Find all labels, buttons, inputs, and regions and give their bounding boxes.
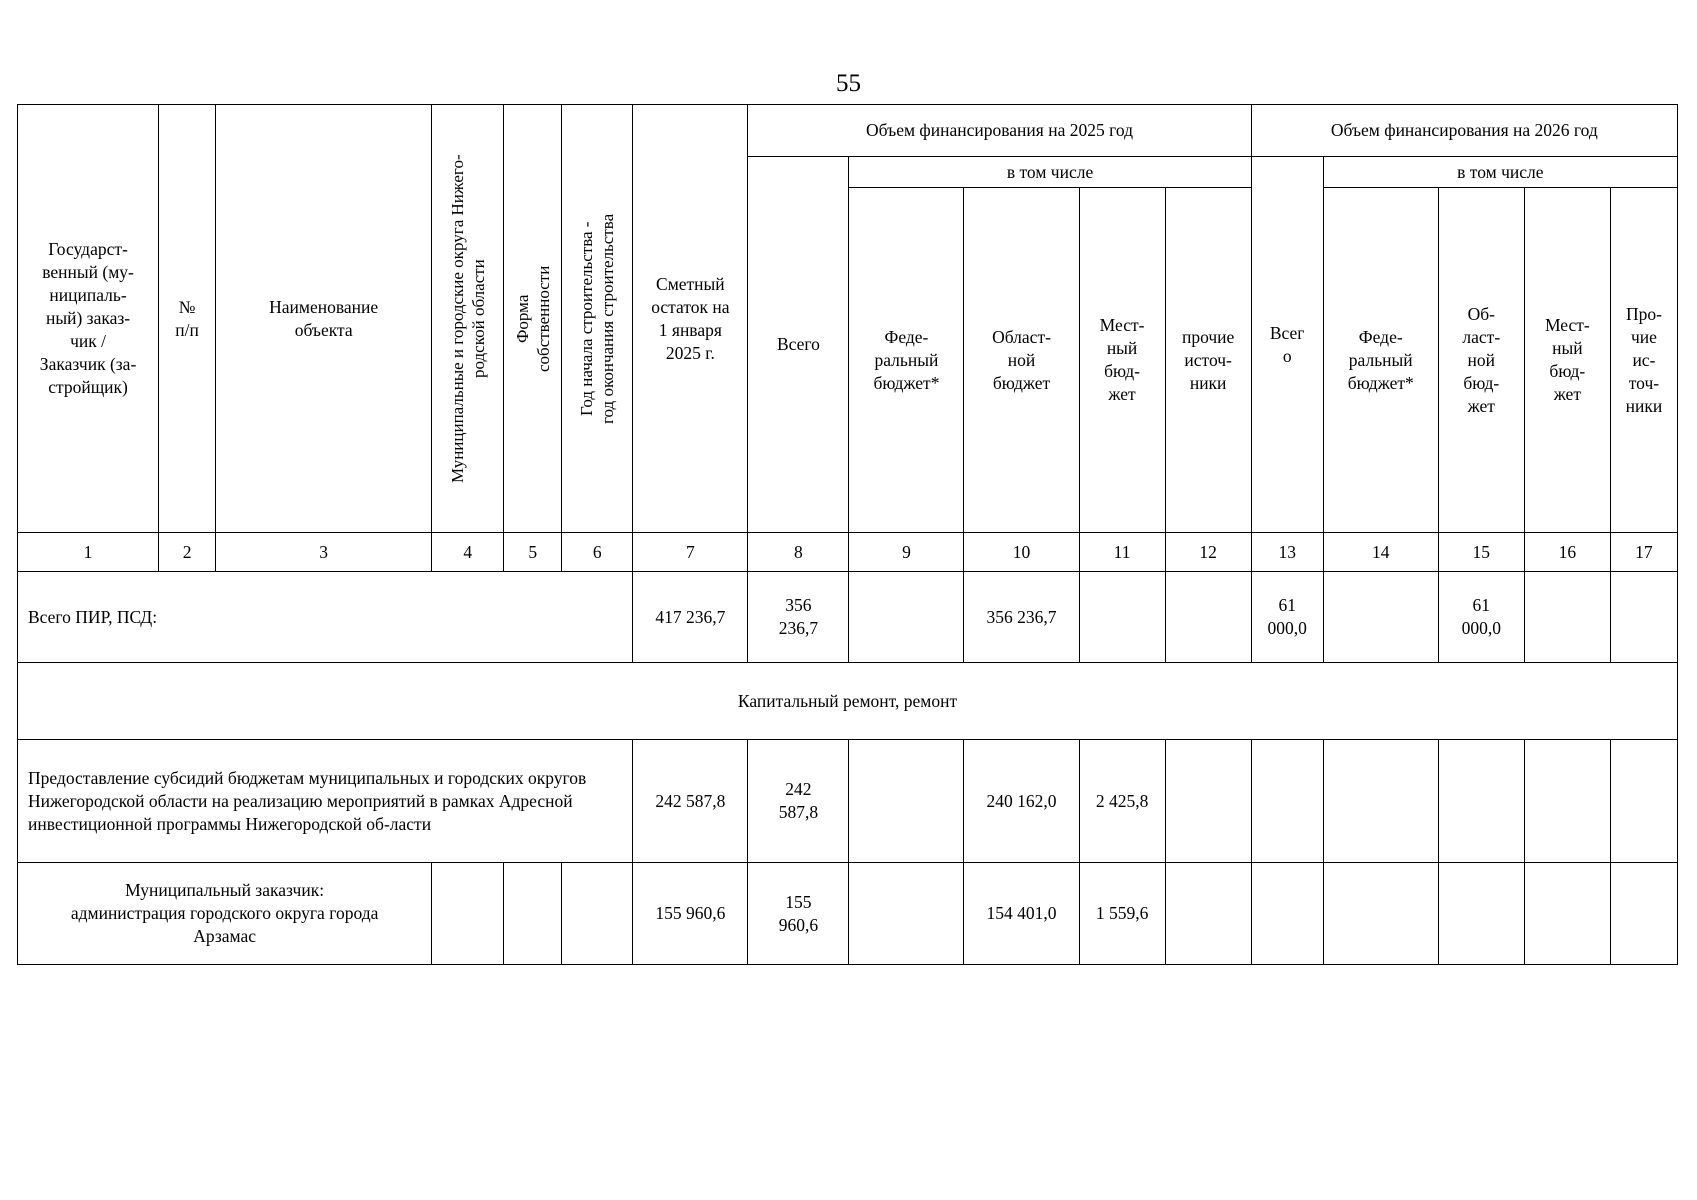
column-number: 5 xyxy=(504,533,562,572)
cell-total-2026 xyxy=(1251,740,1323,863)
cell-local-2026 xyxy=(1524,863,1610,965)
cell-regional-2026: 61 000,0 xyxy=(1438,572,1524,663)
cell-total-2025: 155 960,6 xyxy=(748,863,849,965)
header-number: № п/п xyxy=(159,105,216,533)
header-funding-2026: Объем финансирования на 2026 год xyxy=(1251,105,1677,157)
cell-construction-years xyxy=(562,863,633,965)
header-municipal-districts-text: Муниципальные и городские округа Нижего- родской области xyxy=(447,154,488,483)
header-row-1 xyxy=(18,105,1678,157)
column-number: 2 xyxy=(159,533,216,572)
cell-regional-2025: 356 236,7 xyxy=(964,572,1079,663)
table-row-arzamas xyxy=(18,863,1678,965)
header-local-2026: Мест- ный бюд- жет xyxy=(1524,188,1610,533)
column-number: 16 xyxy=(1524,533,1610,572)
table-row-subsidies xyxy=(18,740,1678,863)
column-number: 8 xyxy=(748,533,849,572)
header-federal-2025: Феде- ральный бюджет* xyxy=(849,188,964,533)
cell-federal-2025 xyxy=(849,572,964,663)
header-regional-2025: Област- ной бюджет xyxy=(964,188,1079,533)
header-total-2026: Всег о xyxy=(1251,157,1323,533)
header-including-2026: в том числе xyxy=(1323,157,1677,188)
cell-local-2025: 1 559,6 xyxy=(1079,863,1165,965)
header-local-2025: Мест- ный бюд- жет xyxy=(1079,188,1165,533)
table-row-total-pir xyxy=(18,572,1678,663)
cell-estimated-balance: 417 236,7 xyxy=(633,572,748,663)
header-object-name: Наименование объекта xyxy=(216,105,432,533)
column-number: 14 xyxy=(1323,533,1438,572)
column-number: 17 xyxy=(1610,533,1677,572)
header-regional-2026: Об- ласт- ной бюд- жет xyxy=(1438,188,1524,533)
row-label: Муниципальный заказчик: администрация городского округа города Арзамас xyxy=(18,863,432,965)
header-total-2025: Всего xyxy=(748,157,849,533)
cell-municipal-district xyxy=(432,863,504,965)
header-construction-years-text: Год начала строительства - год окончания строительства xyxy=(577,213,618,424)
column-number: 10 xyxy=(964,533,1079,572)
cell-total-2025: 242 587,8 xyxy=(748,740,849,863)
column-number: 7 xyxy=(633,533,748,572)
header-customer: Государст- венный (му- ниципаль- ный) заказ- чик / Заказчик (за- стройщик) xyxy=(18,105,159,533)
header-federal-2026: Феде- ральный бюджет* xyxy=(1323,188,1438,533)
cell-federal-2025 xyxy=(849,740,964,863)
header-funding-2025: Объем финансирования на 2025 год xyxy=(748,105,1251,157)
cell-local-2025 xyxy=(1079,572,1165,663)
column-number: 12 xyxy=(1165,533,1251,572)
column-number: 9 xyxy=(849,533,964,572)
cell-regional-2025: 240 162,0 xyxy=(964,740,1079,863)
cell-other-2025 xyxy=(1165,740,1251,863)
financing-table xyxy=(17,104,1678,965)
cell-other-2025 xyxy=(1165,863,1251,965)
cell-regional-2026 xyxy=(1438,740,1524,863)
cell-other-2026 xyxy=(1610,740,1677,863)
column-number: 6 xyxy=(562,533,633,572)
column-number: 15 xyxy=(1438,533,1524,572)
column-numbers-row xyxy=(18,533,1678,572)
row-label: Всего ПИР, ПСД: xyxy=(18,572,633,663)
cell-regional-2026 xyxy=(1438,863,1524,965)
cell-estimated-balance: 242 587,8 xyxy=(633,740,748,863)
column-number: 13 xyxy=(1251,533,1323,572)
column-number: 4 xyxy=(432,533,504,572)
cell-total-2026 xyxy=(1251,863,1323,965)
header-other-2026: Про- чие ис- точ- ники xyxy=(1610,188,1677,533)
header-construction-years xyxy=(562,105,633,533)
cell-total-2026: 61 000,0 xyxy=(1251,572,1323,663)
column-number: 1 xyxy=(18,533,159,572)
cell-federal-2025 xyxy=(849,863,964,965)
cell-total-2025: 356 236,7 xyxy=(748,572,849,663)
column-number: 3 xyxy=(216,533,432,572)
cell-other-2026 xyxy=(1610,572,1677,663)
header-municipal-districts xyxy=(432,105,504,533)
cell-local-2025: 2 425,8 xyxy=(1079,740,1165,863)
cell-local-2026 xyxy=(1524,740,1610,863)
cell-estimated-balance: 155 960,6 xyxy=(633,863,748,965)
header-ownership-form-text: Форма собственности xyxy=(512,265,553,372)
cell-other-2025 xyxy=(1165,572,1251,663)
section-row xyxy=(18,663,1678,740)
cell-regional-2025: 154 401,0 xyxy=(964,863,1079,965)
row-label: Предоставление субсидий бюджетам муниципальных и городских округов Нижегородской области на реализацию мероприятий в рамках Адресной инвестиционной программы Нижегородской об-ласти xyxy=(18,740,633,863)
header-estimated-balance: Сметный остаток на 1 января 2025 г. xyxy=(633,105,748,533)
cell-ownership-form xyxy=(504,863,562,965)
header-other-2025: прочие источ- ники xyxy=(1165,188,1251,533)
cell-federal-2026 xyxy=(1323,740,1438,863)
column-number: 11 xyxy=(1079,533,1165,572)
header-including-2025: в том числе xyxy=(849,157,1251,188)
page-number: 55 xyxy=(836,70,861,97)
cell-federal-2026 xyxy=(1323,572,1438,663)
header-ownership-form xyxy=(504,105,562,533)
section-title: Капитальный ремонт, ремонт xyxy=(18,663,1678,740)
cell-federal-2026 xyxy=(1323,863,1438,965)
cell-local-2026 xyxy=(1524,572,1610,663)
cell-other-2026 xyxy=(1610,863,1677,965)
